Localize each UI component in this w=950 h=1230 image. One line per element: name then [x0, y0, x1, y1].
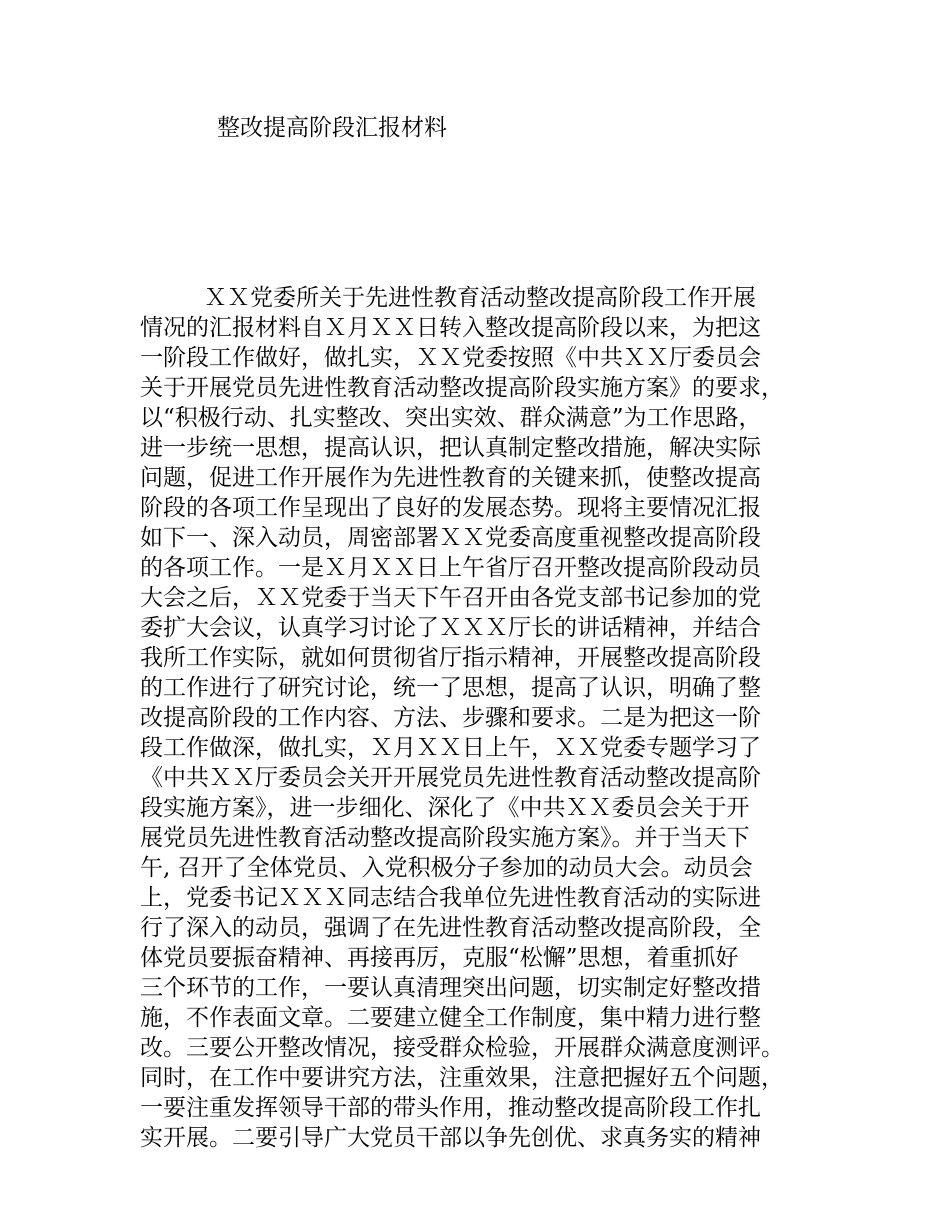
paragraph-line: 实开展。二要引导广大党员干部以争先创优、求真务实的精神 [140, 1125, 761, 1151]
paragraph-line: 情况的汇报材料自Ｘ月ＸＸ日转入整改提高阶段以来，为把这 [140, 315, 761, 341]
paragraph-line: 以“积极行动、扎实整改、突出实效、群众满意”为工作思路， [140, 405, 762, 431]
paragraph-line: 如下一、深入动员，周密部署ＸＸ党委高度重视整改提高阶段 [140, 525, 761, 551]
paragraph-line: 《中共ＸＸ厅委员会关开开展党员先进性教育活动整改提高阶 [140, 765, 761, 791]
document-title: 整改提高阶段汇报材料 [217, 115, 447, 141]
paragraph-line: 一阶段工作做好，做扎实，ＸＸ党委按照《中共ＸＸ厅委员会 [140, 345, 761, 371]
paragraph-line: 我所工作实际，就如何贯彻省厅指示精神，开展整改提高阶段 [140, 645, 761, 671]
document-body [140, 283, 840, 1153]
paragraph-first-line: ＸＸ党委所关于先进性教育活动整改提高阶段工作开展 [204, 285, 756, 311]
paragraph-line: 施，不作表面文章。二要建立健全工作制度，集中精力进行整 [140, 1005, 761, 1031]
paragraph-line: 行了深入的动员，强调了在先进性教育活动整改提高阶段，全 [140, 915, 761, 941]
paragraph-line: 大会之后，ＸＸ党委于当天下午召开由各党支部书记参加的党 [140, 585, 761, 611]
paragraph-line: 关于开展党员先进性教育活动整改提高阶段实施方案》的要求， [140, 375, 784, 401]
paragraph-line: 委扩大会议，认真学习讨论了ＸＸＸ厅长的讲话精神，并结合 [140, 615, 761, 641]
paragraph-line: 进一步统一思想，提高认识，把认真制定整改措施，解决实际 [140, 435, 761, 461]
paragraph-line: 三个环节的工作，一要认真清理突出问题，切实制定好整改措 [140, 975, 761, 1001]
paragraph-line: 展党员先进性教育活动整改提高阶段实施方案》。并于当天下 [140, 825, 750, 851]
paragraph-line: 体党员要振奋精神、再接再厉，克服“松懈”思想，着重抓好 [140, 945, 739, 971]
paragraph-line: 问题，促进工作开展作为先进性教育的关键来抓，使整改提高 [140, 465, 761, 491]
paragraph-line: 同时，在工作中要讲究方法，注重效果，注意把握好五个问题， [140, 1065, 784, 1091]
paragraph-line: 的各项工作。一是Ｘ月ＸＸ日上午省厅召开整改提高阶段动员 [140, 555, 761, 581]
paragraph-line: 上，党委书记ＸＸＸ同志结合我单位先进性教育活动的实际进 [140, 885, 761, 911]
paragraph-line: 阶段的各项工作呈现出了良好的发展态势。现将主要情况汇报 [140, 495, 761, 521]
paragraph-line: 一要注重发挥领导干部的带头作用，推动整改提高阶段工作扎 [140, 1095, 761, 1121]
paragraph-line: 段工作做深，做扎实，Ｘ月ＸＸ日上午，ＸＸ党委专题学习了 [140, 735, 761, 761]
paragraph-line: 段实施方案》，进一步细化、深化了《中共ＸＸ委员会关于开 [140, 795, 750, 821]
paragraph-line: 改。三要公开整改情况，接受群众检验，开展群众满意度测评。 [140, 1035, 784, 1061]
paragraph-line: 午, 召开了全体党员、入党积极分子参加的动员大会。动员会 [140, 855, 753, 881]
paragraph-line: 的工作进行了研究讨论，统一了思想，提高了认识，明确了整 [140, 675, 761, 701]
paragraph-line: 改提高阶段的工作内容、方法、步骤和要求。二是为把这一阶 [140, 705, 761, 731]
